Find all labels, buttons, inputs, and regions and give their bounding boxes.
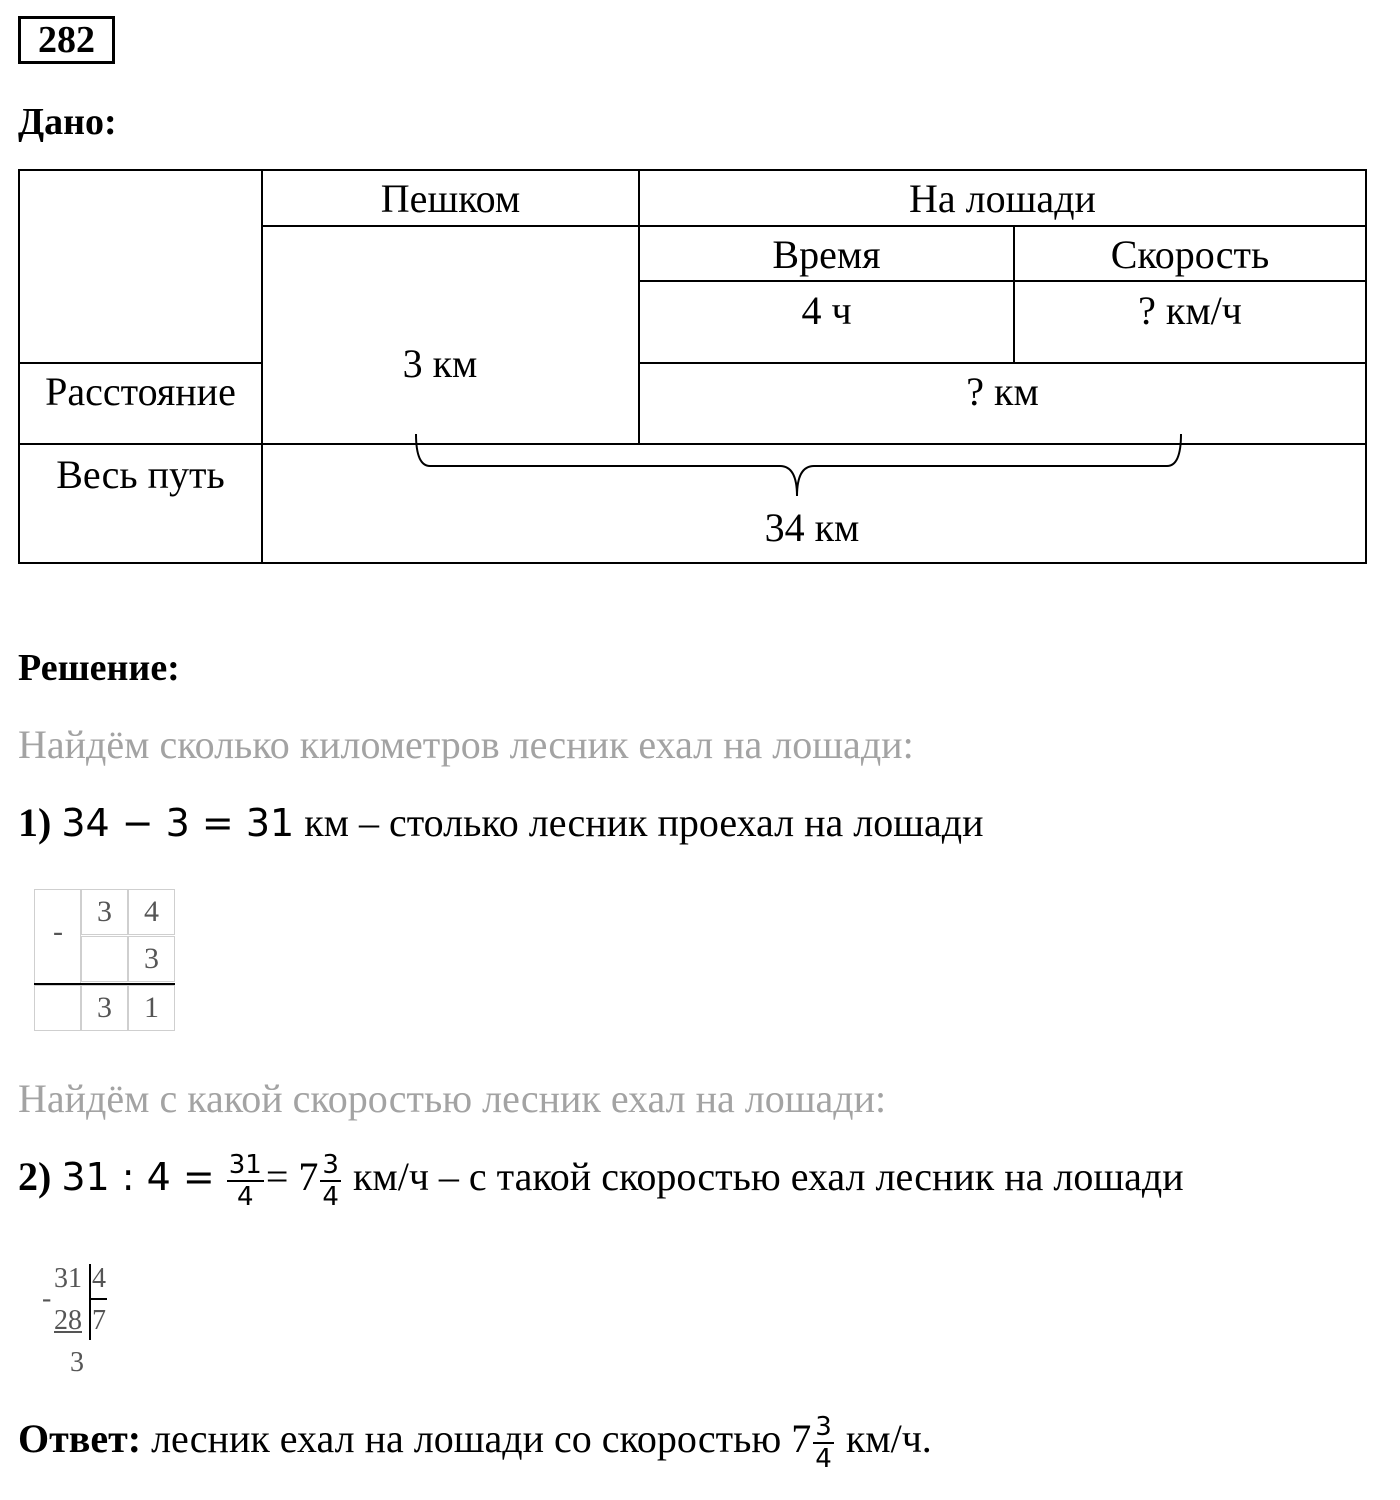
answer-label: Ответ: xyxy=(18,1416,142,1462)
division-vertical-line xyxy=(89,1264,91,1340)
fraction-31-4 xyxy=(227,1152,264,1210)
header-walk: Пешком xyxy=(380,176,521,221)
fraction-denominator: 4 xyxy=(237,1182,254,1212)
value-time: 4 ч xyxy=(801,288,852,333)
sub-cell: 3 xyxy=(81,889,128,935)
answer-line xyxy=(18,1414,932,1472)
fraction-3-4 xyxy=(320,1152,341,1210)
solution-heading: Решение: xyxy=(18,647,180,689)
division-product: 28 xyxy=(54,1305,82,1336)
sub-cell: 1 xyxy=(128,985,175,1031)
answer-fraction xyxy=(813,1414,834,1472)
value-horse-distance: ? км xyxy=(966,369,1039,414)
subtraction-sign-cell xyxy=(34,889,81,983)
division-sign: - xyxy=(42,1283,52,1314)
subheader-time: Время xyxy=(772,232,881,277)
fraction-numerator: 3 xyxy=(322,1150,339,1180)
sub-cell xyxy=(34,985,81,1031)
fraction-denominator: 4 xyxy=(322,1182,339,1212)
division-remainder: 3 xyxy=(70,1347,84,1378)
step-1-expression: 34 − 3 = 31 xyxy=(61,801,295,845)
value-total: 34 км xyxy=(764,505,860,550)
row-label-total: Весь путь xyxy=(56,452,225,497)
mixed-whole: 7 xyxy=(298,1154,319,1200)
answer-unit: км/ч. xyxy=(835,1416,932,1462)
step-2 xyxy=(18,1152,1184,1210)
step-1-number: 1) xyxy=(18,800,52,845)
step-1-text: км – столько лесник проехал на лошади xyxy=(294,800,984,845)
long-division xyxy=(40,1262,130,1382)
answer-whole: 7 xyxy=(791,1416,812,1462)
given-heading: Дано: xyxy=(18,101,117,143)
step-2-text: км/ч – с такой скоростью ехал лесник на лошади xyxy=(342,1154,1184,1200)
table-border xyxy=(19,170,1366,563)
fraction-numerator: 31 xyxy=(228,1150,262,1180)
division-divisor: 4 xyxy=(92,1263,106,1294)
division-quotient: 7 xyxy=(92,1305,106,1336)
value-speed: ? км/ч xyxy=(1138,288,1242,333)
subtraction-sign: - xyxy=(53,915,63,948)
step-2-expression: 31 : 4 = xyxy=(61,1155,215,1200)
subheader-speed: Скорость xyxy=(1110,232,1270,277)
division-horizontal-line xyxy=(89,1298,107,1300)
column-subtraction xyxy=(34,889,184,1034)
step-2-number: 2) xyxy=(18,1154,52,1200)
sub-cell: 3 xyxy=(81,985,128,1031)
fraction-numerator: 3 xyxy=(815,1412,832,1442)
hint-1: Найдём сколько километров лесник ехал на лошади: xyxy=(18,722,914,767)
step-1 xyxy=(18,800,984,846)
sub-cell: 3 xyxy=(128,936,175,982)
division-dividend: 31 xyxy=(54,1263,82,1294)
sub-cell: 4 xyxy=(128,889,175,935)
sub-cell xyxy=(81,936,128,982)
answer-text: лесник ехал на лошади со скоростью xyxy=(141,1416,792,1462)
fraction-denominator: 4 xyxy=(815,1444,832,1474)
row-label-distance: Расстояние xyxy=(45,369,236,414)
hint-2: Найдём с какой скоростью лесник ехал на лошади: xyxy=(18,1076,887,1121)
value-walk-distance: 3 км xyxy=(402,341,478,386)
equals-sign: = xyxy=(265,1154,289,1200)
problem-number: 282 xyxy=(18,16,115,64)
header-horse: На лошади xyxy=(909,176,1096,221)
